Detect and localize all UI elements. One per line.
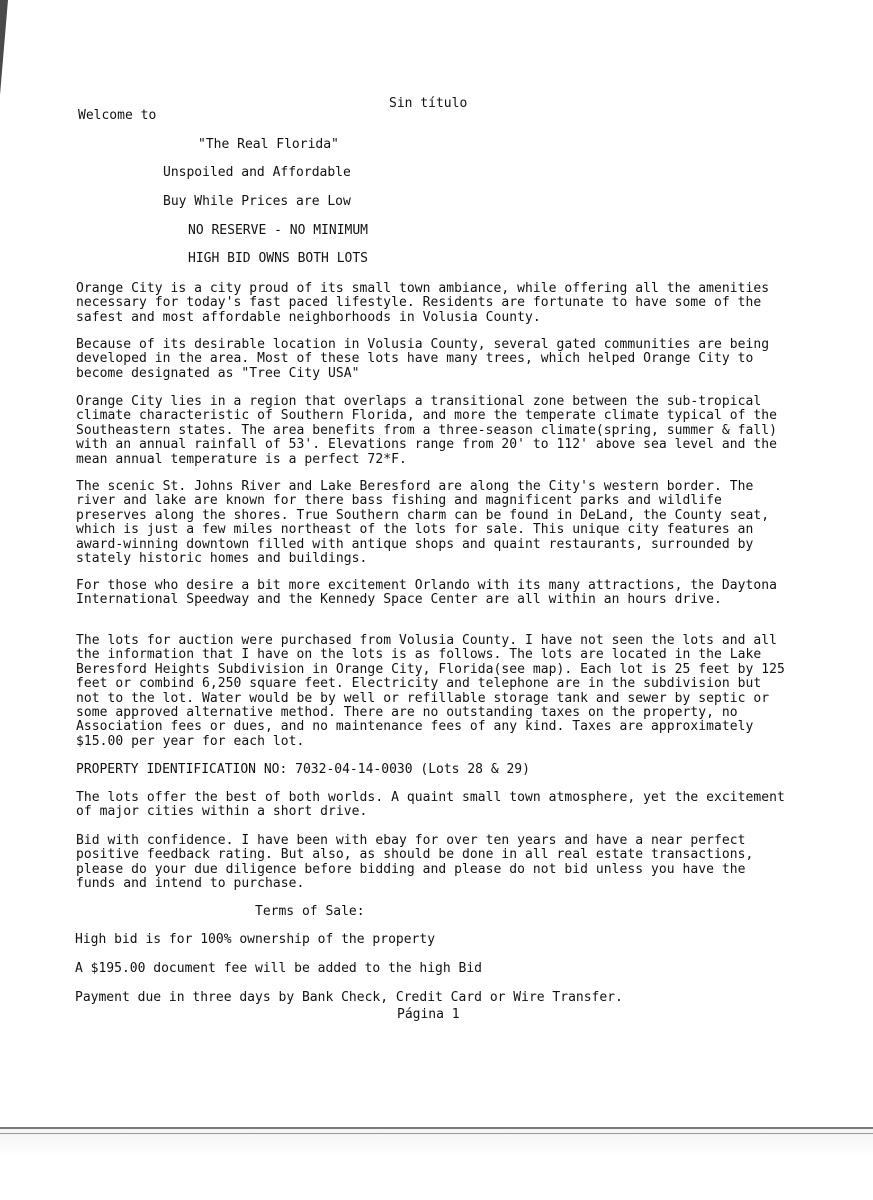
paragraph-location: Because of its desirable location in Volusia County, several gated communities are being developed in the area. Most of these lots have many trees, which helped Orange City to become designated as "Tree City USA" [76,337,770,381]
paragraph-scenic: The scenic St. Johns River and Lake Beresford are along the City's western border. The river and lake are known for there bass fishing and magnificent parks and wildlife preserves along the shores. True Southern charm can be found in DeLand, the County seat, which is just a few miles northeast of the lots for sale. This unique city features an award-winning downtown filled with antique shops and quaint restaurants, surrounded by stately historic homes and buildings. [76,479,770,567]
page-number: Página 1 [397,1007,460,1022]
property-identification: PROPERTY IDENTIFICATION NO: 7032-04-14-0030 (Lots 28 & 29) [76,762,530,777]
tagline-unspoiled: Unspoiled and Affordable [163,165,351,180]
terms-heading: Terms of Sale: [255,904,365,919]
terms-payment: Payment due in three days by Bank Check, Credit Card or Wire Transfer. [75,990,623,1005]
paragraph-orange-city: Orange City is a city proud of its small town ambiance, while offering all the amenities necessary for today's fast paced lifestyle. Residents are fortunate to have some of the safest and most affordable neighborhoods in Volusia County. [76,281,770,325]
headline-real-florida: "The Real Florida" [198,137,339,152]
document-header-title: Sin título [389,96,468,111]
page-edge-line-secondary [0,1133,873,1134]
tagline-no-reserve: NO RESERVE - NO MINIMUM [188,223,369,238]
page-edge-line [0,1127,873,1129]
welcome-line: Welcome to [78,108,157,123]
scan-corner-shadow [0,0,8,95]
tagline-buy: Buy While Prices are Low [163,194,351,209]
tagline-high-bid: HIGH BID OWNS BOTH LOTS [188,251,369,266]
scan-bottom-shadow [0,1127,873,1200]
paragraph-best-of-both: The lots offer the best of both worlds. A quaint small town atmosphere, yet the excitement of major cities within a short drive. [76,790,785,820]
paragraph-climate: Orange City lies in a region that overlaps a transitional zone between the sub-tropical climate characteristic of Southern Florida, and more the temperate climate typical of the Southeastern states. The area benefits from a three-season climate(spring, summer & fall) with an annual rainfall of 53'. Elevations range from 20' to 112' above sea level and the mean annual temperature is a perfect 72*F. [76,394,778,467]
terms-high-bid: High bid is for 100% ownership of the property [75,932,436,947]
paragraph-excitement: For those who desire a bit more excitement Orlando with its many attractions, the Daytona International Speedway and the Kennedy Space Center are all within an hours drive. [76,578,778,608]
paragraph-lots-info: The lots for auction were purchased from Volusia County. I have not seen the lots and all the information that I have on the lots is as follows. The lots are located in the Lake Beresford Heights Subdivision in Orange City, Florida(see map). Each lot is 25 feet by 125 feet or combind 6,250 square feet. Electricity and telephone are in the subdivision but not to the lot. Water would be by well or refillable storage tank and sewer by septic or some approved alternative method. There are no outstanding taxes on the property, no Association fees or dues, and no maintenance fees of any kind. Taxes are approximately $15.00 per year for each lot. [76,633,785,749]
paragraph-bid-confidence: Bid with confidence. I have been with ebay for over ten years and have a near perfect positive feedback rating. But also, as should be done in all real estate transactions, please do your due diligence before bidding and please do not bid unless you have the funds and intend to purchase. [76,833,754,892]
terms-document-fee: A $195.00 document fee will be added to the high Bid [75,961,482,976]
